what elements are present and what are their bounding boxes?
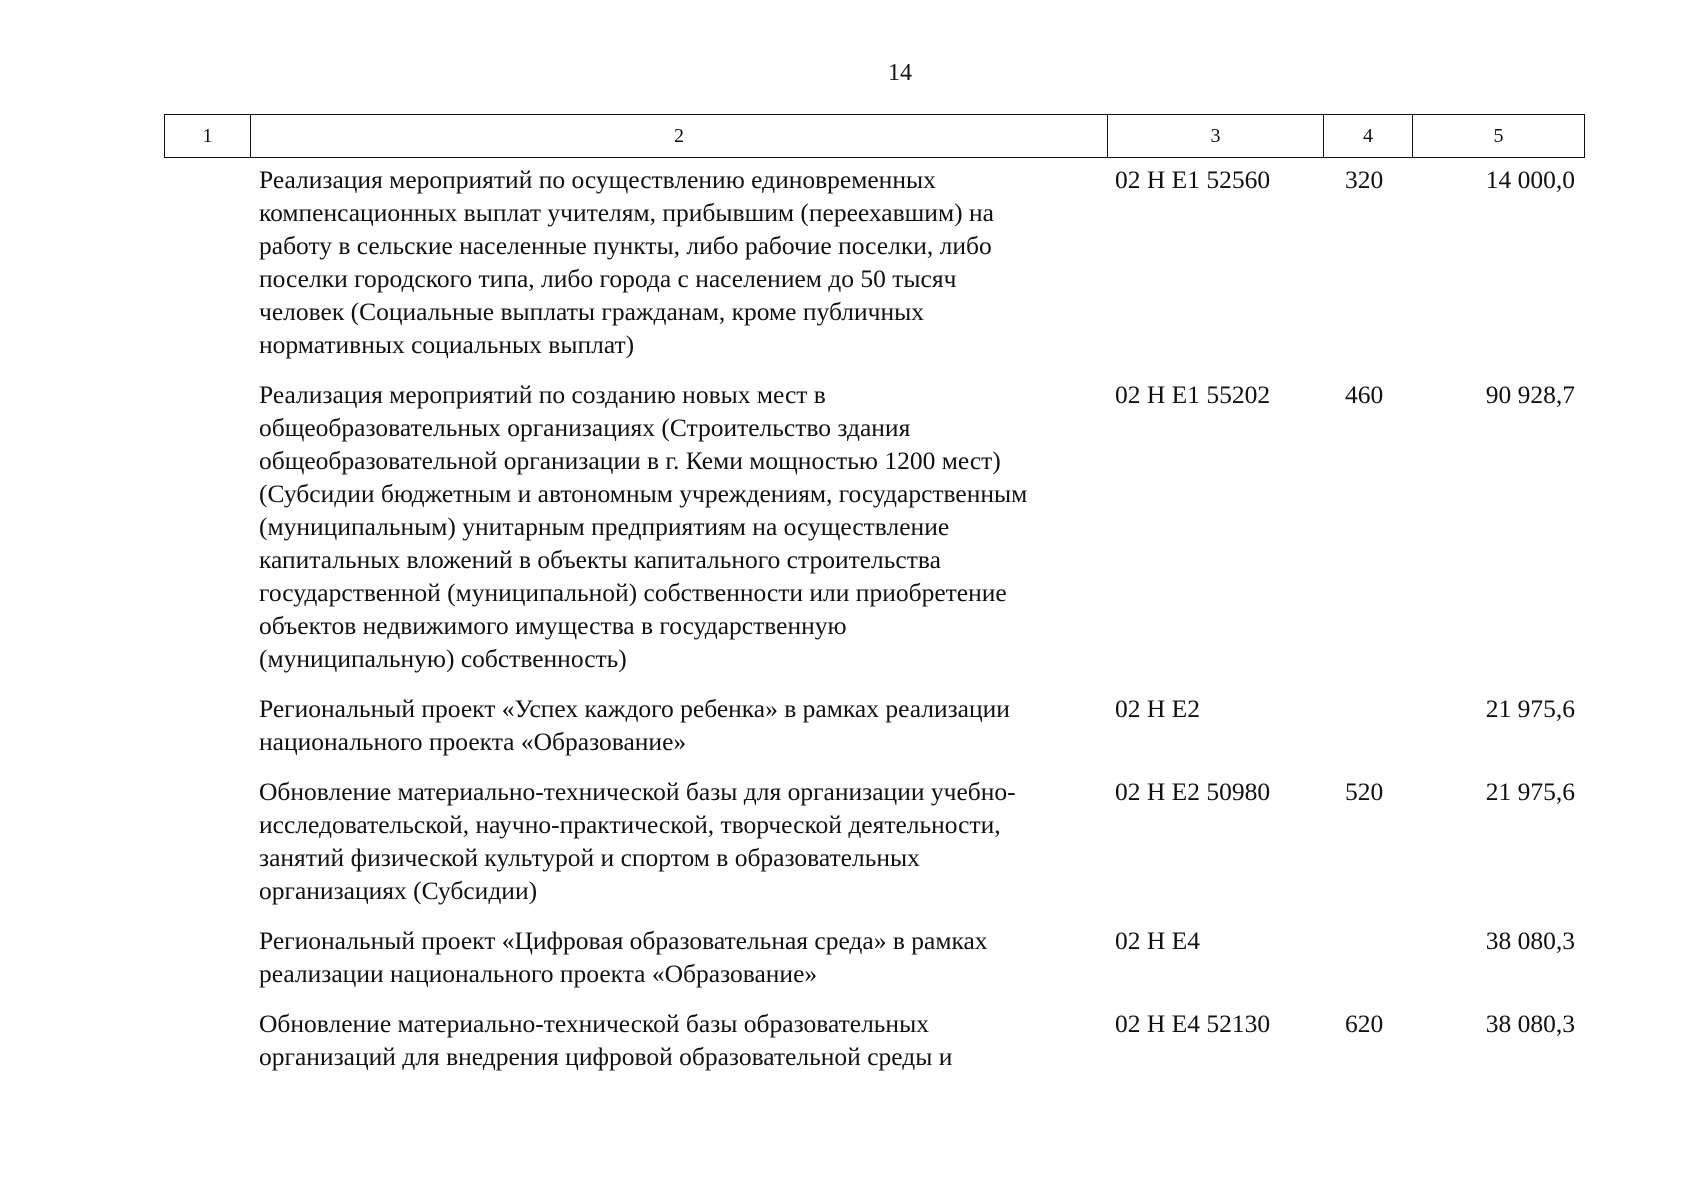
description-line: национального проекта «Образование» — [259, 727, 687, 756]
table-row — [164, 775, 1614, 907]
expense-type-code: 320 — [1345, 165, 1384, 194]
table-row — [164, 163, 1614, 361]
target-article-code: 02 Н Е2 — [1115, 694, 1200, 723]
amount: 38 080,3 — [1485, 1009, 1575, 1038]
table-row — [164, 692, 1614, 758]
row-description — [250, 692, 1107, 758]
description-line: организаций для внедрения цифровой образовательной среды и — [259, 1042, 953, 1071]
description-line: организациях (Субсидии) — [259, 876, 538, 905]
column-number-header — [164, 114, 1585, 158]
description-line: (Субсидии бюджетным и автономным учреждениям, государственным — [259, 479, 1028, 508]
target-article-code: 02 Н Е4 — [1115, 926, 1200, 955]
header-col-3: 3 — [1108, 115, 1324, 158]
description-line: исследовательской, научно-практической, творческой деятельности, — [259, 810, 1001, 839]
expense-type-code: 460 — [1345, 380, 1384, 409]
description-line: Обновление материально-технической базы образовательных — [259, 1009, 929, 1038]
row-number-cell — [164, 163, 250, 361]
description-line: нормативных социальных выплат) — [259, 330, 635, 359]
description-line: Реализация мероприятий по созданию новых мест в — [259, 380, 826, 409]
row-number-cell — [164, 692, 250, 758]
amount: 38 080,3 — [1485, 926, 1575, 955]
description-line: (муниципальную) собственность) — [259, 644, 627, 673]
header-col-1: 1 — [165, 115, 251, 158]
description-line: Региональный проект «Цифровая образовательная среда» в рамках — [259, 926, 988, 955]
header-col-2: 2 — [251, 115, 1108, 158]
amount: 21 975,6 — [1485, 694, 1575, 723]
target-article-code: 02 Н Е4 52130 — [1115, 1009, 1271, 1038]
description-line: работу в сельские населенные пункты, либо рабочие поселки, либо — [259, 231, 992, 260]
row-number-cell — [164, 924, 250, 990]
description-line: общеобразовательной организации в г. Кеми мощностью 1200 мест) — [259, 446, 1001, 475]
row-description — [250, 163, 1107, 361]
target-article-code: 02 Н Е2 50980 — [1115, 777, 1271, 806]
target-article-code: 02 Н Е1 52560 — [1115, 165, 1271, 194]
description-line: Обновление материально-технической базы для организации учебно- — [259, 777, 1016, 806]
row-description — [250, 924, 1107, 990]
expense-type-code: 620 — [1345, 1009, 1384, 1038]
expense-type-code: 520 — [1345, 777, 1384, 806]
description-line: Региональный проект «Успех каждого ребенка» в рамках реализации — [259, 694, 1010, 723]
description-line: Реализация мероприятий по осуществлению единовременных — [259, 165, 936, 194]
description-line: (муниципальным) унитарным предприятиям на осуществление — [259, 512, 950, 541]
description-line: поселки городского типа, либо города с населением до 50 тысяч — [259, 264, 957, 293]
page-number: 14 — [888, 60, 912, 86]
description-line: государственной (муниципальной) собственности или приобретение — [259, 578, 1007, 607]
row-description — [250, 1007, 1107, 1073]
table-row — [164, 1007, 1614, 1073]
row-description — [250, 378, 1107, 675]
description-line: общеобразовательных организациях (Строительство здания — [259, 413, 911, 442]
description-line: компенсационных выплат учителям, прибывшим (переехавшим) на — [259, 198, 994, 227]
expense-type-code — [1323, 692, 1412, 758]
budget-table-body — [164, 163, 1614, 1090]
row-number-cell — [164, 1007, 250, 1073]
row-description — [250, 775, 1107, 907]
description-line: капитальных вложений в объекты капитального строительства — [259, 545, 941, 574]
table-row — [164, 924, 1614, 990]
table-row — [164, 378, 1614, 675]
description-line: человек (Социальные выплаты гражданам, кроме публичных — [259, 297, 925, 326]
target-article-code: 02 Н Е1 55202 — [1115, 380, 1271, 409]
header-row — [165, 115, 1585, 158]
row-number-cell — [164, 775, 250, 907]
description-line: объектов недвижимого имущества в государственную — [259, 611, 847, 640]
amount: 14 000,0 — [1485, 165, 1575, 194]
expense-type-code — [1323, 924, 1412, 990]
amount: 21 975,6 — [1485, 777, 1575, 806]
header-col-5: 5 — [1413, 115, 1585, 158]
header-col-4: 4 — [1324, 115, 1413, 158]
row-number-cell — [164, 378, 250, 675]
description-line: занятий физической культурой и спортом в образовательных — [259, 843, 920, 872]
amount: 90 928,7 — [1485, 380, 1575, 409]
description-line: реализации национального проекта «Образование» — [259, 959, 818, 988]
